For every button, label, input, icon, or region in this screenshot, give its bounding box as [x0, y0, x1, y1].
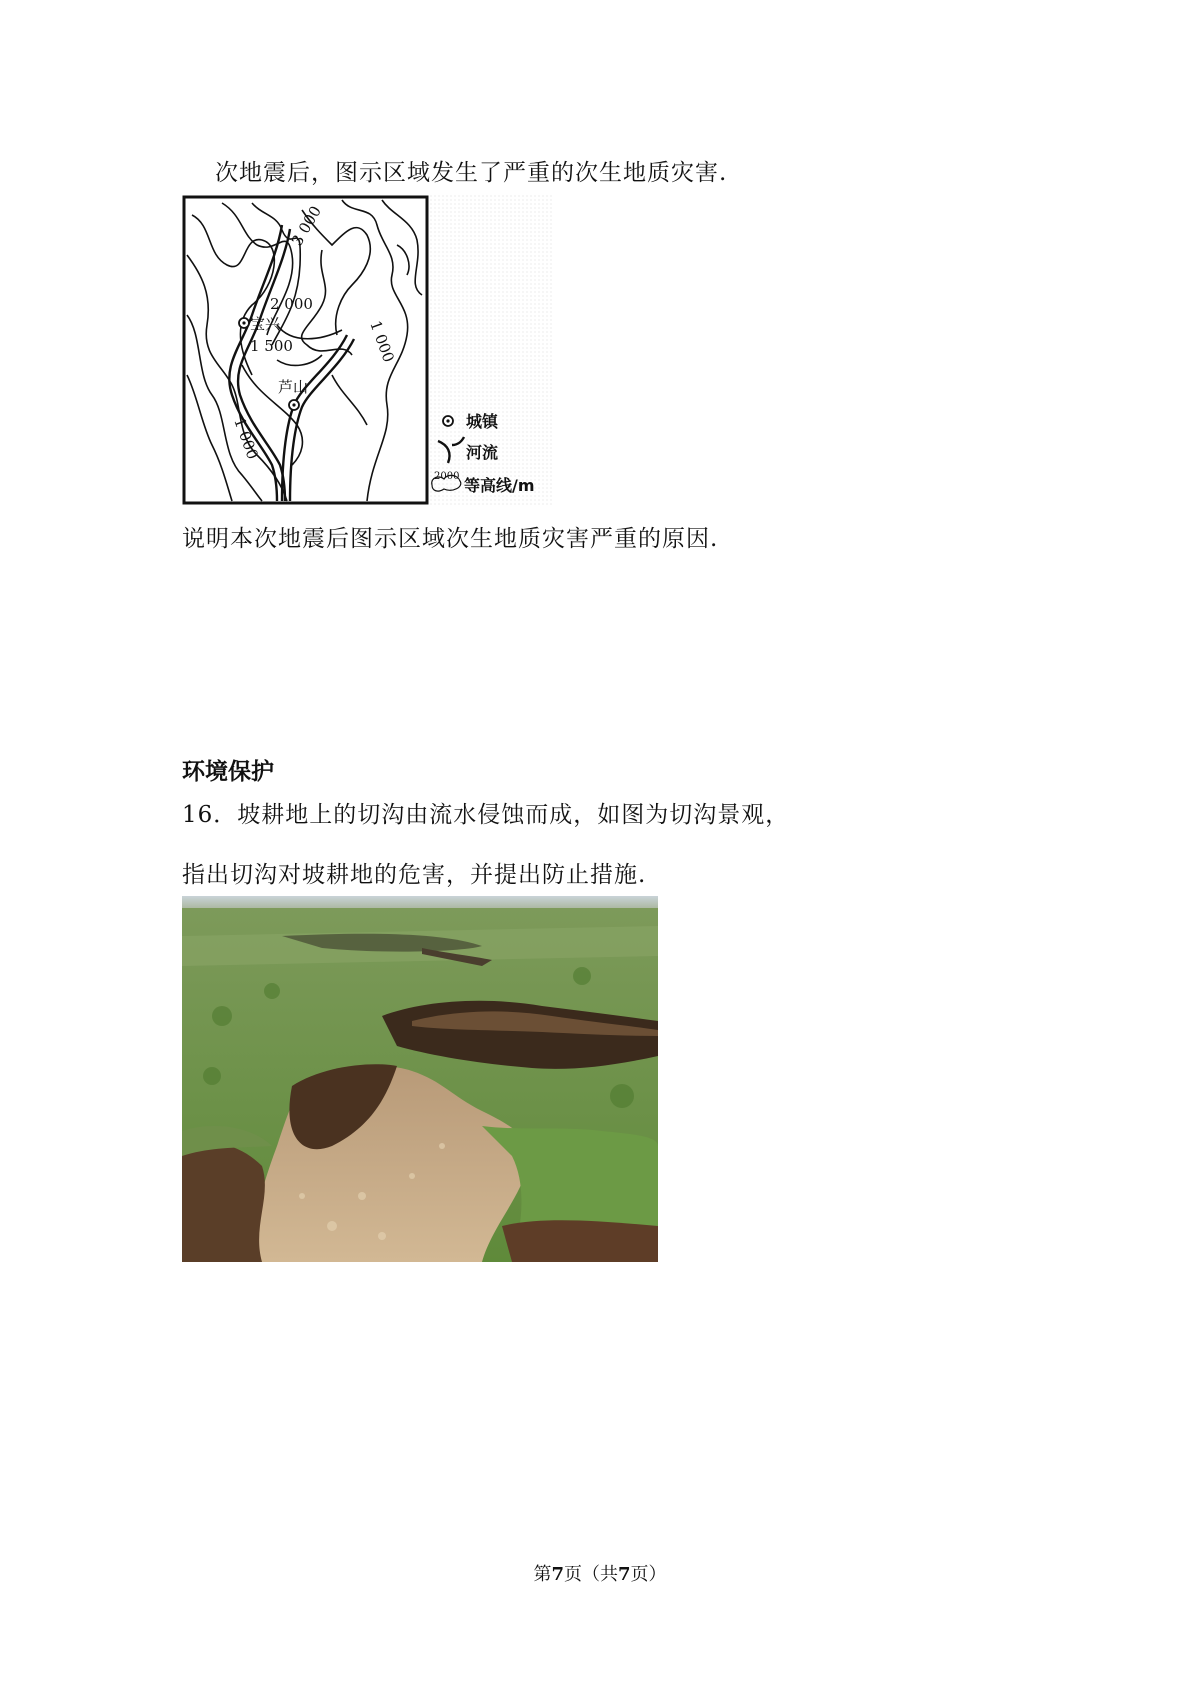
gully-photo — [182, 896, 658, 1262]
legend-contour-sample: 2000 — [434, 471, 460, 482]
contour-map-figure — [182, 195, 554, 505]
question-16-line-1: 16．坡耕地上的切沟由流水侵蚀而成，如图为切沟景观， — [182, 802, 790, 828]
page-footer — [0, 1560, 1200, 1586]
contour-label-1000-west: 1 000 — [230, 415, 262, 462]
town-label-lushan: 芦山 — [278, 378, 309, 396]
contour-label-1500: 1 500 — [250, 337, 293, 355]
legend-contour-label: 等高线/m — [464, 476, 535, 495]
footer-suffix: 页） — [630, 1564, 667, 1585]
town-label-baoxing: 宝兴 — [250, 315, 281, 333]
question-16-line-2: 指出切沟对坡耕地的危害，并提出防止措施. — [182, 862, 647, 888]
question-text: 说明本次地震后图示区域次生地质灾害严重的原因. — [182, 526, 719, 552]
contour-label-3000: 3 000 — [287, 202, 325, 249]
legend-town-label: 城镇 — [466, 412, 499, 431]
section-title: 环境保护 — [182, 759, 274, 785]
intro-text: 次地震后，图示区域发生了严重的次生地质灾害. — [215, 160, 728, 186]
footer-page-number: 7 — [551, 1564, 564, 1585]
footer-middle: 页（共 — [564, 1564, 618, 1585]
contour-label-2000: 2 000 — [270, 295, 313, 313]
footer-total-pages: 7 — [618, 1564, 631, 1585]
legend-river-label: 河流 — [466, 443, 499, 462]
contour-label-1000-east: 1 000 — [366, 318, 398, 365]
gully-landscape-photo — [182, 896, 658, 1262]
footer-prefix: 第 — [533, 1564, 552, 1585]
contour-map — [182, 195, 554, 505]
